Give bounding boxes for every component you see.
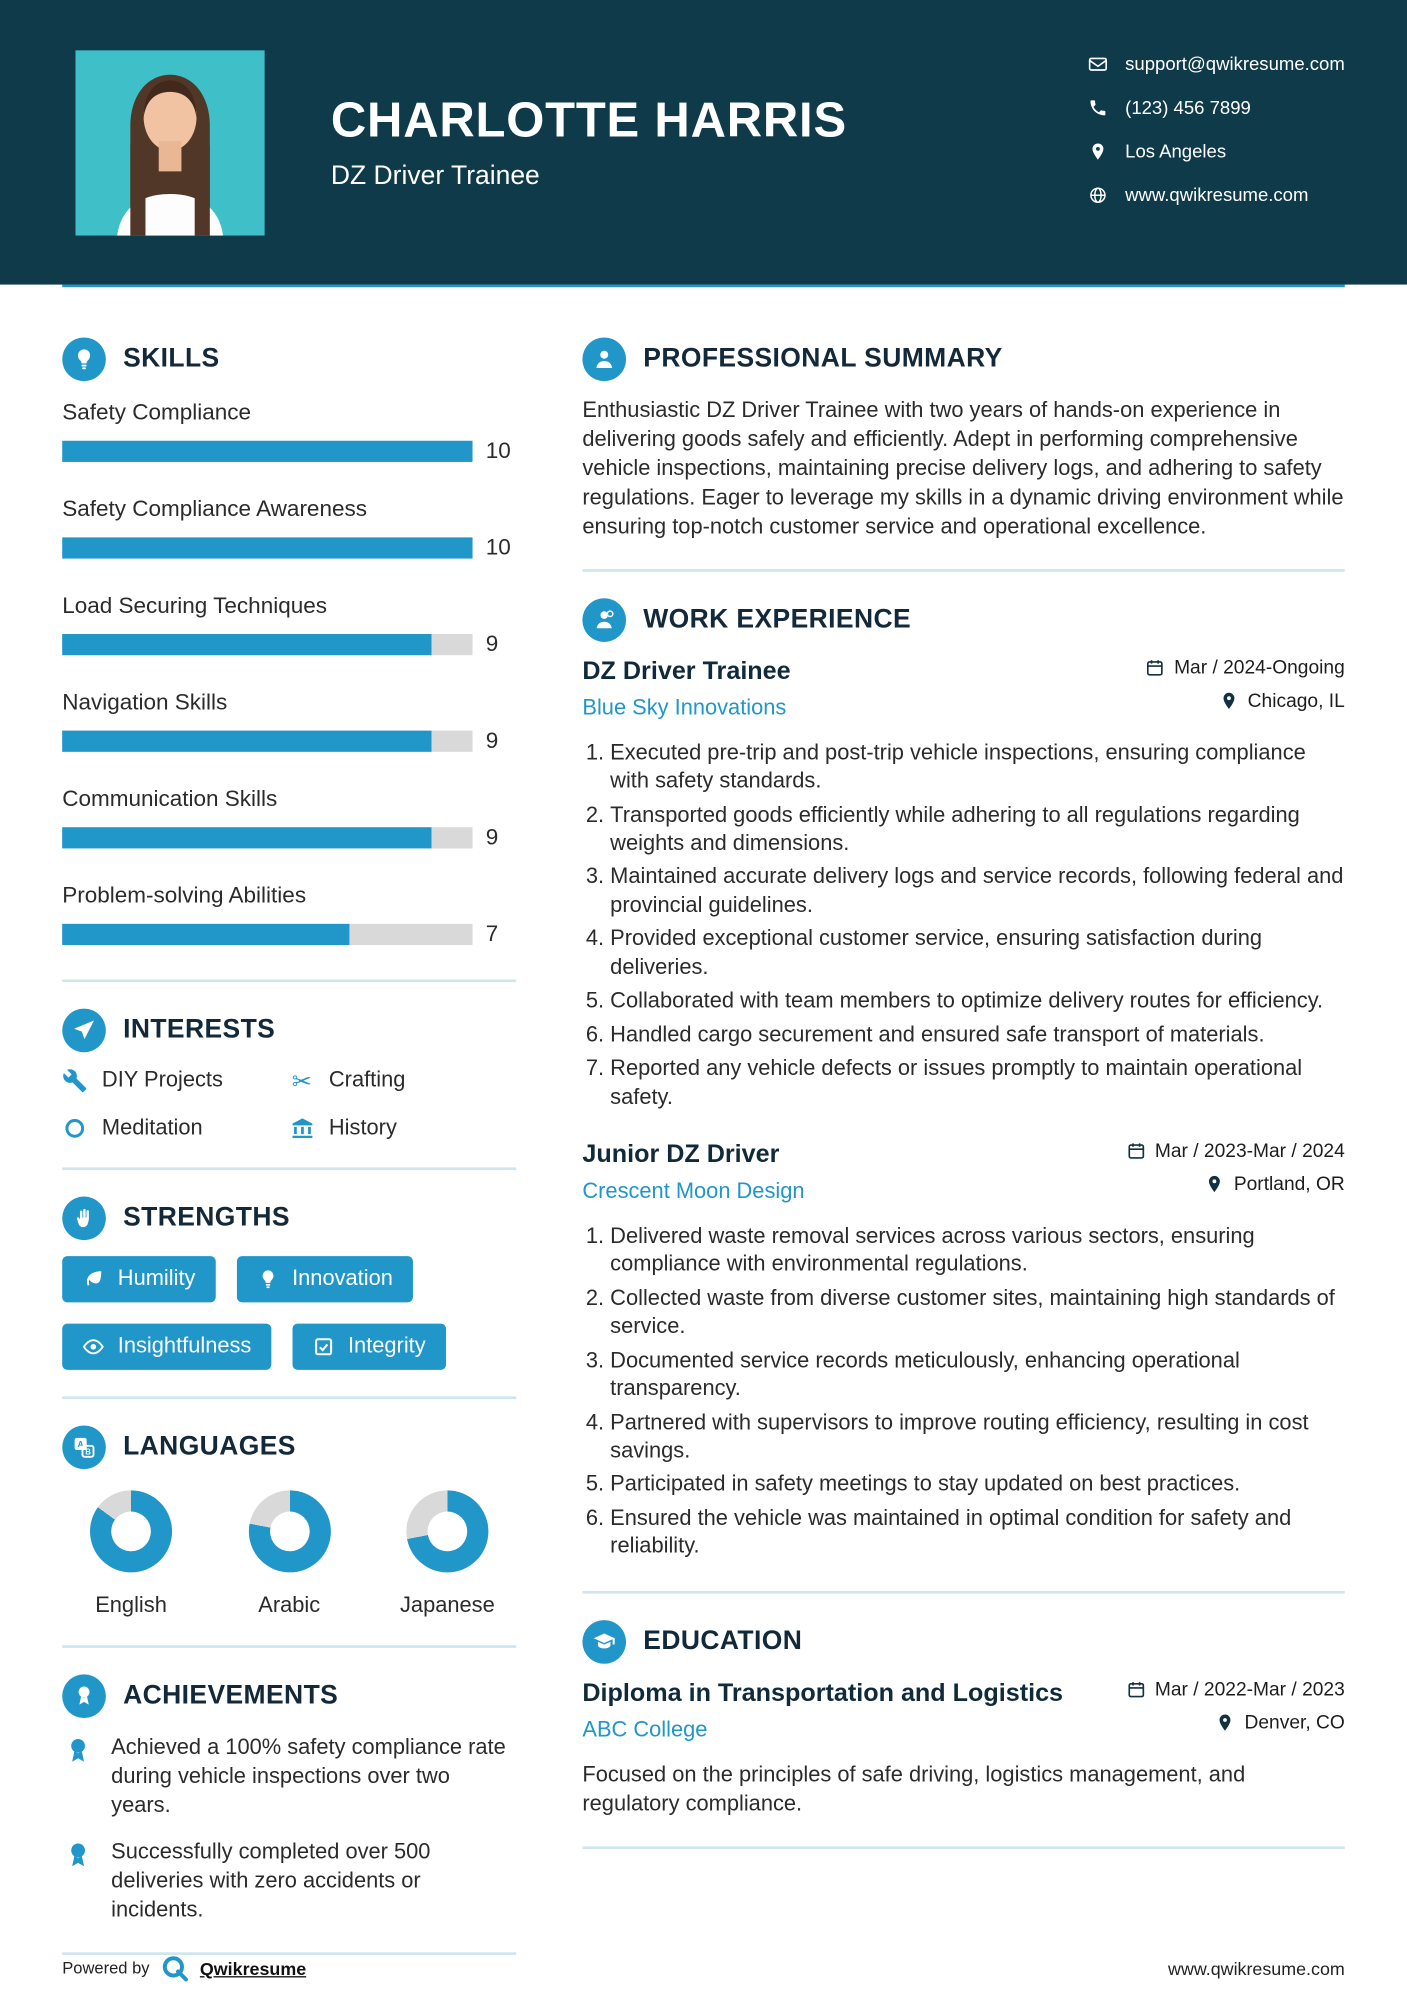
send-icon: [62, 1009, 106, 1053]
contact-phone: [1088, 97, 1345, 118]
skill-score: 9: [485, 631, 499, 657]
skill-item: [62, 883, 516, 948]
job-meta-block: [1126, 1141, 1345, 1207]
skill-item: [62, 496, 516, 561]
skill-name: Communication Skills: [62, 786, 278, 812]
section-divider: [582, 1591, 1344, 1594]
strength-chip: [292, 1324, 445, 1370]
language-label: Arabic: [258, 1593, 321, 1618]
education-section: [582, 1620, 1344, 1820]
skill-bar-row: [62, 631, 516, 657]
skill-item: [62, 690, 516, 755]
job-bullet: 6. Handled cargo securement and ensured safe transport of materials.: [610, 1021, 1345, 1049]
calendar-icon: [1145, 658, 1165, 678]
section-divider: [62, 1396, 516, 1399]
company-name: Crescent Moon Design: [582, 1179, 805, 1204]
avatar-illustration: [75, 50, 264, 235]
skill-bar-fill: [62, 634, 431, 655]
checkbox-icon: [312, 1336, 335, 1359]
summary-heading: PROFESSIONAL SUMMARY: [643, 344, 1003, 374]
interests-grid: [62, 1068, 516, 1141]
interest-label: Crafting: [328, 1068, 406, 1092]
education-location-text: Denver, CO: [1244, 1712, 1345, 1734]
skills-header: [62, 338, 516, 382]
pin-icon: [1219, 691, 1239, 711]
experience-section: [582, 598, 1344, 1562]
interest-label: History: [328, 1115, 397, 1140]
skill-bar-fill: [62, 731, 431, 752]
experience-heading: WORK EXPERIENCE: [643, 604, 912, 634]
strength-label: Integrity: [347, 1334, 426, 1359]
job-bullet: 6. Ensured the vehicle was maintained in optimal condition for safety and reliability.: [610, 1505, 1345, 1562]
pin-icon: [1205, 1175, 1225, 1195]
job-bullet: 5. Participated in safety meetings to stay updated on best practices.: [610, 1471, 1345, 1499]
job-location: [1126, 1174, 1345, 1195]
education-description: Focused on the principles of safe driving, logistics management, and regulatory compliance.: [582, 1762, 1246, 1816]
experience-header: [582, 598, 1344, 642]
job-bullet: 2. Collected waste from diverse customer sites, maintaining high standards of service.: [610, 1285, 1345, 1342]
language-donut-chart: [406, 1490, 488, 1572]
language-label: English: [95, 1593, 167, 1618]
achievements-section: [62, 1674, 516, 1925]
powered-by: [62, 1954, 306, 1983]
language-item: [381, 1490, 513, 1618]
job-title: DZ Driver Trainee: [582, 657, 791, 686]
summary-text: Enthusiastic DZ Driver Trainee with two years of hands-on experience in delivering goods safely and efficiently. Adept in performing comprehensive vehicle inspections, maintaining precise delivery logs, and adhering to safety regulations. Eager to leverage my skills in a dynamic driving environment while ensuring top-notch customer service and operational excellence.: [582, 398, 1344, 539]
strength-label: Insightfulness: [117, 1334, 252, 1359]
skill-bar-track: [62, 537, 472, 558]
svg-text:B: B: [85, 1447, 91, 1457]
job-dates-text: Mar / 2024-Ongoing: [1174, 657, 1345, 679]
interest-item: [62, 1068, 289, 1093]
qwikresume-link[interactable]: Qwikresume: [199, 1958, 307, 1979]
skill-bar-track: [62, 441, 472, 462]
section-divider: [62, 979, 516, 982]
strength-chip: [62, 1324, 271, 1370]
bulb-icon: [256, 1268, 279, 1291]
qwikresume-logo: [160, 1954, 189, 1983]
skill-bar-fill: [62, 827, 431, 848]
wrench-icon: [62, 1068, 87, 1093]
job-title-block: [582, 657, 790, 721]
achievements-list: [62, 1734, 516, 1925]
job-bullet: 7. Reported any vehicle defects or issues promptly to maintain operational safety.: [610, 1055, 1345, 1112]
company-name: Blue Sky Innovations: [582, 695, 787, 720]
interests-section: [62, 1009, 516, 1141]
skill-score: 10: [485, 438, 511, 464]
skill-name: Safety Compliance Awareness: [62, 496, 367, 522]
candidate-name: CHARLOTTE HARRIS: [330, 92, 847, 147]
skill-bar-row: [62, 825, 516, 851]
skills-list: [62, 400, 516, 948]
job-bullet: 2. Transported goods efficiently while adhering to all regulations regarding weights and dimensions.: [610, 802, 1345, 859]
job-entry: [582, 657, 1344, 1111]
job-bullet: 5. Collaborated with team members to optimize delivery routes for efficiency.: [610, 988, 1345, 1016]
skill-name: Problem-solving Abilities: [62, 882, 307, 908]
svg-text:A: A: [77, 1439, 84, 1450]
skill-name: Safety Compliance: [62, 399, 252, 425]
pin-icon: [1088, 141, 1108, 161]
ribbon-icon: [62, 1840, 94, 1872]
contact-list: [1088, 53, 1345, 228]
strength-chip: [236, 1256, 412, 1302]
contact-location: [1088, 140, 1345, 161]
education-entry-header: [582, 1679, 1344, 1745]
school-name: ABC College: [582, 1717, 708, 1742]
section-divider: [62, 1167, 516, 1170]
scissors-icon: ✂: [291, 1067, 312, 1094]
skill-score: 7: [485, 921, 499, 947]
education-dates-text: Mar / 2022-Mar / 2023: [1154, 1679, 1345, 1701]
page-footer: [62, 1954, 1345, 1983]
languages-heading: LANGUAGES: [123, 1432, 296, 1462]
job-bullet: 4. Partnered with supervisors to improve routing efficiency, resulting in cost savings.: [610, 1409, 1345, 1466]
envelope-icon: [1088, 54, 1108, 74]
job-bullet: 3. Documented service records meticulously, enhancing operational transparency.: [610, 1347, 1345, 1404]
job-dates: [1126, 1141, 1345, 1162]
interest-item: [289, 1068, 516, 1093]
job-title: Junior DZ Driver: [582, 1140, 780, 1169]
skill-item: [62, 400, 516, 465]
job-bullet: 3. Maintained accurate delivery logs and service records, following federal and provincial guidelines.: [610, 864, 1345, 921]
job-entry: [582, 1141, 1344, 1562]
graduation-cap-icon: [582, 1620, 626, 1664]
interest-item: [62, 1116, 289, 1141]
calendar-icon: [1126, 1680, 1146, 1700]
section-divider: [582, 569, 1344, 572]
education-location: [1126, 1712, 1345, 1733]
translate-icon: [62, 1426, 106, 1470]
hand-icon: [62, 1197, 106, 1241]
ribbon-icon: [62, 1735, 94, 1767]
language-label: Japanese: [400, 1593, 495, 1618]
language-donut-chart: [248, 1490, 330, 1572]
education-header: [582, 1620, 1344, 1664]
section-divider: [582, 1846, 1344, 1849]
footer-website-link[interactable]: www.qwikresume.com: [1168, 1958, 1345, 1979]
contact-website: [1088, 184, 1345, 205]
language-donut-chart: [90, 1490, 172, 1572]
education-meta-block: [1126, 1679, 1345, 1745]
interests-heading: INTERESTS: [123, 1015, 276, 1045]
leaf-icon: [82, 1268, 105, 1291]
skill-bar-row: [62, 728, 516, 754]
strengths-chips: [62, 1256, 516, 1370]
strength-label: Humility: [117, 1266, 196, 1291]
section-divider: [62, 1645, 516, 1648]
skill-bar-track: [62, 731, 472, 752]
job-bullet: 4. Provided exceptional customer service, ensuring satisfaction during deliveries.: [610, 926, 1345, 983]
strength-label: Innovation: [292, 1266, 393, 1291]
interest-label: DIY Projects: [101, 1068, 223, 1092]
interest-label: Meditation: [101, 1115, 203, 1140]
job-title-block: [582, 1141, 804, 1205]
skill-score: 9: [485, 824, 499, 850]
lightbulb-icon: [62, 338, 106, 382]
strengths-header: [62, 1197, 516, 1241]
left-column: [62, 338, 516, 1981]
phone-icon: [1088, 97, 1108, 117]
content-columns: [0, 338, 1407, 1981]
skills-section: [62, 338, 516, 948]
powered-by-label: Powered by: [62, 1959, 150, 1978]
contact-email: [1088, 53, 1345, 74]
job-bullet: 1. Delivered waste removal services across various sectors, ensuring compliance with environmental regulations.: [610, 1223, 1345, 1280]
achievement-item: [62, 1839, 516, 1925]
interest-item: [289, 1116, 516, 1141]
profile-photo: [75, 50, 264, 235]
achievement-text: Achieved a 100% safety compliance rate during vehicle inspections over two years.: [111, 1735, 506, 1817]
achievements-header: [62, 1674, 516, 1718]
job-location-text: Portland, OR: [1233, 1173, 1345, 1196]
job-bullet: 1. Executed pre-trip and post-trip vehicle inspections, ensuring compliance with safety standards.: [610, 739, 1345, 796]
right-column: [582, 338, 1344, 1876]
skill-item: [62, 593, 516, 658]
job-location-text: Chicago, IL: [1247, 690, 1345, 712]
skill-item: [62, 786, 516, 851]
header: [0, 0, 1407, 285]
skill-bar-row: [62, 438, 516, 464]
skill-bar-fill: [62, 924, 349, 945]
person-icon: [582, 338, 626, 382]
skill-bar-track: [62, 827, 472, 848]
summary-header: [582, 338, 1344, 382]
website-link[interactable]: www.qwikresume.com: [1125, 183, 1309, 206]
degree-block: [582, 1679, 1063, 1743]
job-dates: [1145, 657, 1345, 678]
strengths-heading: STRENGTHS: [123, 1203, 290, 1233]
job-header: [582, 657, 1344, 723]
education-dates: [1126, 1679, 1345, 1700]
museum-icon: [289, 1116, 314, 1141]
phone-link[interactable]: (123) 456 7899: [1125, 96, 1251, 118]
skill-bar-row: [62, 535, 516, 561]
job-bullet-list: [582, 739, 1344, 1111]
header-accent-line: [62, 285, 1345, 288]
skill-bar-track: [62, 634, 472, 655]
globe-icon: [1088, 185, 1108, 205]
languages-header: [62, 1426, 516, 1470]
degree-title: Diploma in Transportation and Logistics: [582, 1679, 1064, 1708]
email-link[interactable]: support@qwikresume.com: [1125, 52, 1345, 75]
strength-chip: [62, 1256, 215, 1302]
language-item: [223, 1490, 355, 1618]
language-item: [65, 1490, 197, 1618]
achievements-heading: ACHIEVEMENTS: [123, 1680, 339, 1711]
strengths-section: [62, 1197, 516, 1370]
skill-score: 9: [485, 727, 499, 754]
skill-name: Navigation Skills: [62, 689, 228, 715]
skill-bar-row: [62, 921, 516, 947]
languages-section: [62, 1426, 516, 1619]
identity-block: [331, 93, 847, 192]
skills-heading: SKILLS: [123, 344, 220, 374]
job-dates-text: Mar / 2023-Mar / 2024: [1154, 1140, 1345, 1163]
candidate-title: DZ Driver Trainee: [330, 161, 540, 191]
pin-icon: [1215, 1713, 1235, 1733]
job-meta-block: [1145, 657, 1345, 723]
eye-icon: [82, 1336, 105, 1359]
skill-bar-fill: [62, 441, 472, 462]
skill-score: 10: [485, 534, 511, 560]
education-heading: EDUCATION: [643, 1626, 803, 1656]
skill-bar-fill: [62, 537, 472, 558]
job-bullet-list: [582, 1223, 1344, 1562]
summary-section: [582, 338, 1344, 543]
languages-list: [62, 1490, 516, 1618]
circle-icon: [62, 1116, 87, 1141]
achievement-item: [62, 1734, 516, 1820]
location-text: Los Angeles: [1125, 140, 1227, 162]
skill-bar-track: [62, 924, 472, 945]
medal-icon: [62, 1674, 106, 1718]
achievement-text: Successfully completed over 500 deliveries with zero accidents or incidents.: [111, 1840, 431, 1922]
person-badge-icon: [582, 598, 626, 642]
interests-header: [62, 1009, 516, 1053]
skill-name: Load Securing Techniques: [62, 592, 328, 619]
calendar-icon: [1126, 1142, 1146, 1162]
job-header: [582, 1141, 1344, 1207]
job-location: [1145, 691, 1345, 712]
